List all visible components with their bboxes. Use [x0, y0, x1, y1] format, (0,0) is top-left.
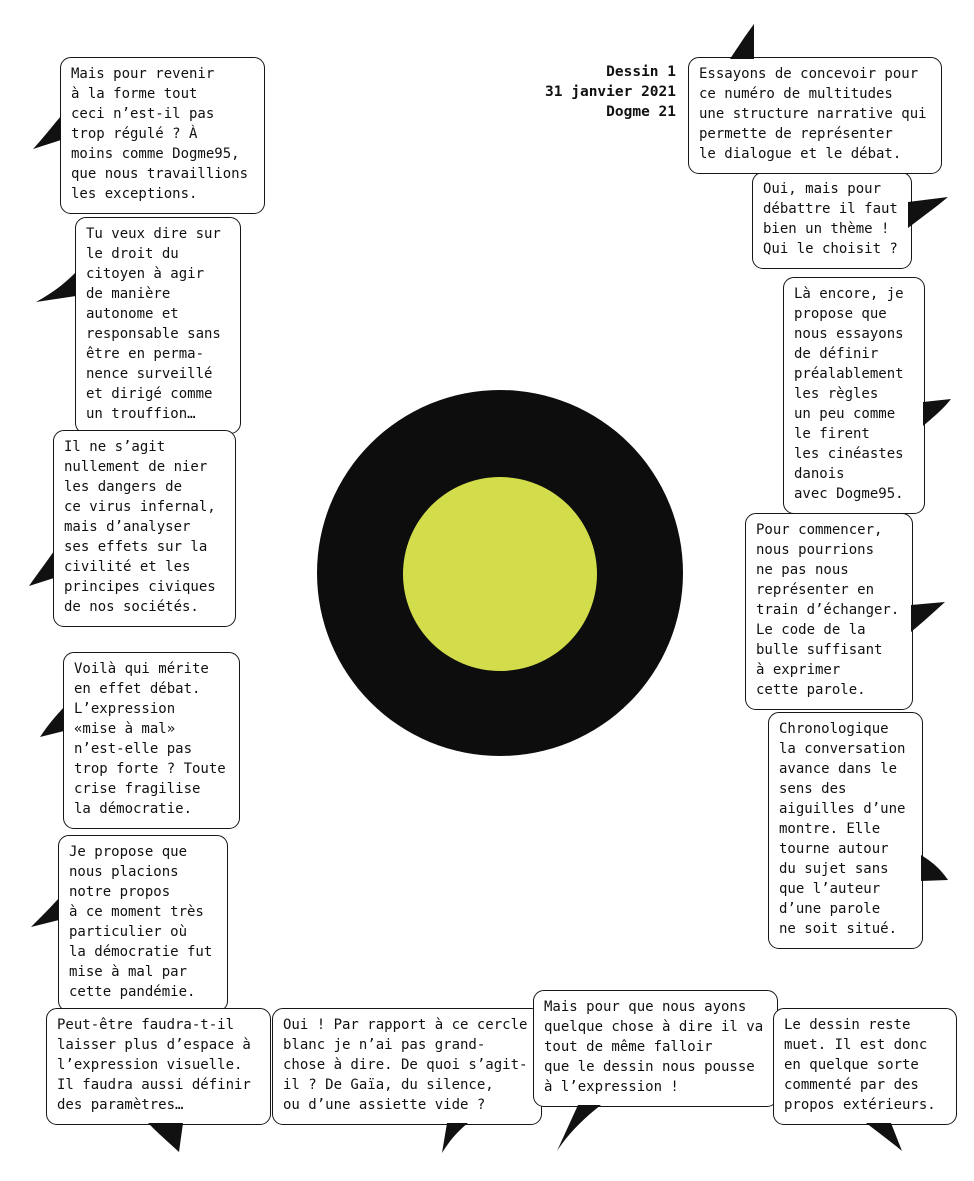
bubble-tail-1	[33, 116, 61, 149]
bubble-tail-10	[921, 855, 948, 881]
speech-bubble-13: Oui, mais pour débattre il faut bien un thème ! Qui le choisit ?	[752, 172, 912, 269]
speech-bubble-1: Mais pour revenir à la forme tout ceci n’est-il pas trop régulé ? À moins comme Dogme95, que nous travaillions les exceptions.	[60, 57, 265, 214]
speech-bubble-14: Essayons de concevoir pour ce numéro de multitudes une structure narrative qui permette de représenter le dialogue et le débat.	[688, 57, 942, 174]
speech-bubble-7: Oui ! Par rapport à ce cercle blanc je n’ai pas grand- chose à dire. De quoi s’agit- il ? De Gaïa, du silence, ou d’une assiette vide ?	[272, 1008, 542, 1125]
speech-bubble-11: Pour commencer, nous pourrions ne pas nous représenter en train d’échanger. Le code de la bulle suffisant à exprimer cette parole.	[745, 513, 913, 710]
bubble-tail-2	[36, 272, 76, 302]
speech-bubble-12: Là encore, je propose que nous essayons de définir préalablement les règles un peu comme le firent les cinéastes danois avec Dogme95.	[783, 277, 925, 514]
bubble-tail-4	[40, 707, 64, 737]
speech-bubble-3: Il ne s’agit nullement de nier les dangers de ce virus infernal, mais d’analyser ses effets sur la civilité et les principes civiques de nos sociétés.	[53, 430, 236, 627]
speech-bubble-5: Je propose que nous placions notre propos à ce moment très particulier où la démocratie fut mise à mal par cette pandémie.	[58, 835, 228, 1012]
bubble-tail-11	[911, 602, 945, 632]
bubble-tail-12	[923, 399, 951, 426]
speech-bubble-9: Le dessin reste muet. Il est donc en quelque sorte commenté par des propos extérieurs.	[773, 1008, 957, 1125]
drawing-title: Dessin 1 31 janvier 2021 Dogme 21	[545, 64, 676, 120]
speech-bubble-4: Voilà qui mérite en effet débat. L’expression «mise à mal» n’est-elle pas trop forte ? Toute crise fragilise la démocratie.	[63, 652, 240, 829]
bubble-tail-13	[908, 197, 948, 228]
bubble-tail-3	[29, 551, 54, 586]
speech-bubble-6: Peut-être faudra-t-il laisser plus d’espace à l’expression visuelle. Il faudra aussi définir des paramètres…	[46, 1008, 271, 1125]
inner-yellow-circle	[403, 477, 597, 671]
bubble-tail-7	[442, 1123, 468, 1153]
speech-bubble-8: Mais pour que nous ayons quelque chose à dire il va tout de même falloir que le dessin nous pousse à l’expression !	[533, 990, 778, 1107]
speech-bubble-2: Tu veux dire sur le droit du citoyen à agir de manière autonome et responsable sans être en perma- nence surveillé et dirigé comme un trouffion…	[75, 217, 241, 434]
concentric-circles-drawing	[317, 390, 683, 756]
bubble-tail-5	[31, 898, 59, 927]
bubble-tail-14	[730, 24, 754, 59]
bubble-tail-6	[148, 1123, 183, 1152]
bubble-tail-9	[866, 1123, 902, 1151]
speech-bubble-10: Chronologique la conversation avance dans le sens des aiguilles d’une montre. Elle tourne autour du sujet sans que l’auteur d’une parole ne soit situé.	[768, 712, 923, 949]
bubble-tail-8	[557, 1105, 601, 1151]
